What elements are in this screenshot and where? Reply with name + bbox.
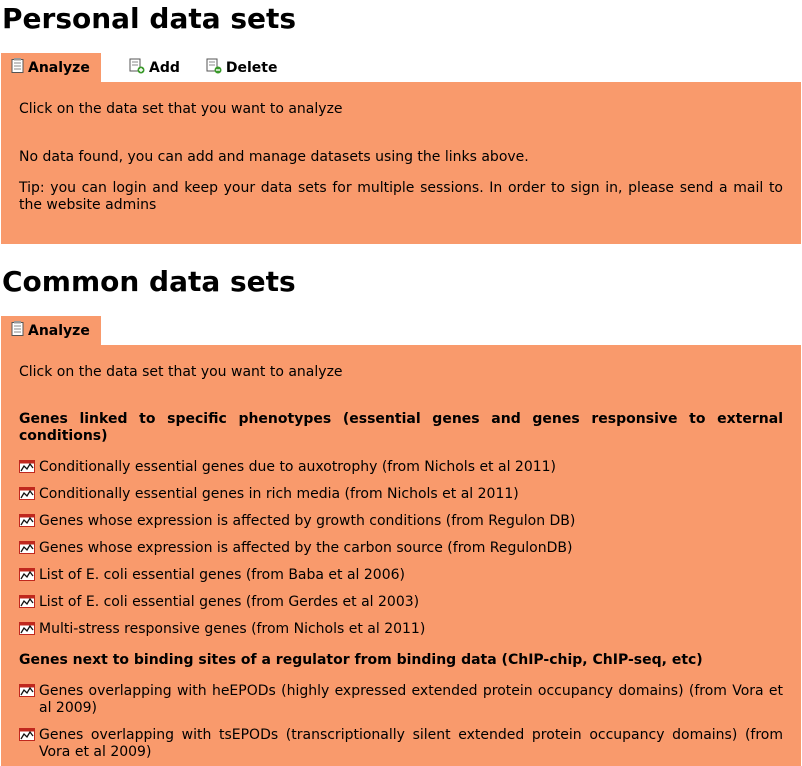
dataset-chart-icon	[19, 595, 35, 613]
dataset-chart-icon	[19, 728, 35, 746]
dataset-link-label[interactable]: Conditionally essential genes due to auxotrophy (from Nichols et al 2011)	[39, 459, 557, 475]
dataset-link-label[interactable]: List of E. coli essential genes (from Baba et al 2006)	[39, 567, 405, 583]
login-tip: Tip: you can login and keep your data sets for multiple sessions. In order to sign in, please send a mail to the website admins	[19, 180, 783, 213]
personal-tabs	[1, 53, 288, 82]
dataset-link[interactable]	[19, 540, 783, 557]
dataset-link[interactable]	[19, 567, 783, 584]
dataset-link[interactable]	[19, 727, 783, 761]
no-data-message: No data found, you can add and manage datasets using the links above.	[19, 149, 529, 165]
dataset-chart-icon	[19, 460, 35, 478]
personal-data-sets-heading: Personal data sets	[2, 2, 297, 35]
dataset-link[interactable]	[19, 594, 783, 611]
common-analyze-panel	[1, 345, 801, 766]
dataset-chart-icon	[19, 568, 35, 586]
tab-analyze-common[interactable]	[1, 316, 101, 345]
dataset-link-label[interactable]: Genes whose expression is affected by the carbon source (from RegulonDB)	[39, 540, 573, 556]
dataset-chart-icon	[19, 622, 35, 640]
tab-analyze-label: Analyze	[28, 59, 90, 76]
notepad-icon	[11, 58, 24, 77]
tab-delete[interactable]	[196, 53, 288, 82]
dataset-link-label[interactable]: Genes whose expression is affected by growth conditions (from Regulon DB)	[39, 513, 576, 529]
dataset-link-label[interactable]: Multi-stress responsive genes (from Nichols et al 2011)	[39, 621, 426, 637]
delete-document-icon	[206, 58, 222, 78]
dataset-chart-icon	[19, 684, 35, 702]
dataset-link-label[interactable]: List of E. coli essential genes (from Gerdes et al 2003)	[39, 594, 420, 610]
common-instruction: Click on the data set that you want to analyze	[19, 364, 343, 380]
dataset-chart-icon	[19, 487, 35, 505]
dataset-link-label[interactable]: Genes overlapping with heEPODs (highly expressed extended protein occupancy domains) (from Vora et al 2009)	[39, 683, 783, 716]
dataset-link[interactable]	[19, 459, 783, 476]
dataset-chart-icon	[19, 514, 35, 532]
tab-analyze[interactable]	[1, 53, 101, 82]
tab-delete-label: Delete	[225, 59, 278, 76]
section-title-binding: Genes next to binding sites of a regulator from binding data (ChIP-chip, ChIP-seq, etc)	[19, 652, 703, 668]
dataset-link[interactable]	[19, 683, 783, 717]
personal-analyze-panel	[1, 82, 801, 244]
dataset-link-label[interactable]: Genes overlapping with tsEPODs (transcriptionally silent extended protein occupancy domains) (from Vora et al 2009)	[39, 727, 783, 760]
notepad-icon	[11, 321, 24, 340]
common-data-sets-heading: Common data sets	[2, 265, 296, 298]
common-tabs	[1, 316, 101, 345]
dataset-link[interactable]	[19, 486, 783, 503]
personal-instruction: Click on the data set that you want to analyze	[19, 101, 343, 117]
dataset-chart-icon	[19, 541, 35, 559]
section-title-phenotypes: Genes linked to specific phenotypes (essential genes and genes responsive to external conditions)	[19, 411, 783, 444]
tab-add-label: Add	[149, 59, 180, 76]
dataset-link[interactable]	[19, 621, 783, 638]
tab-add[interactable]	[119, 53, 190, 82]
dataset-link[interactable]	[19, 513, 783, 530]
tab-analyze-label: Analyze	[28, 322, 90, 339]
dataset-link-label[interactable]: Conditionally essential genes in rich media (from Nichols et al 2011)	[39, 486, 519, 502]
add-document-icon	[129, 58, 145, 78]
